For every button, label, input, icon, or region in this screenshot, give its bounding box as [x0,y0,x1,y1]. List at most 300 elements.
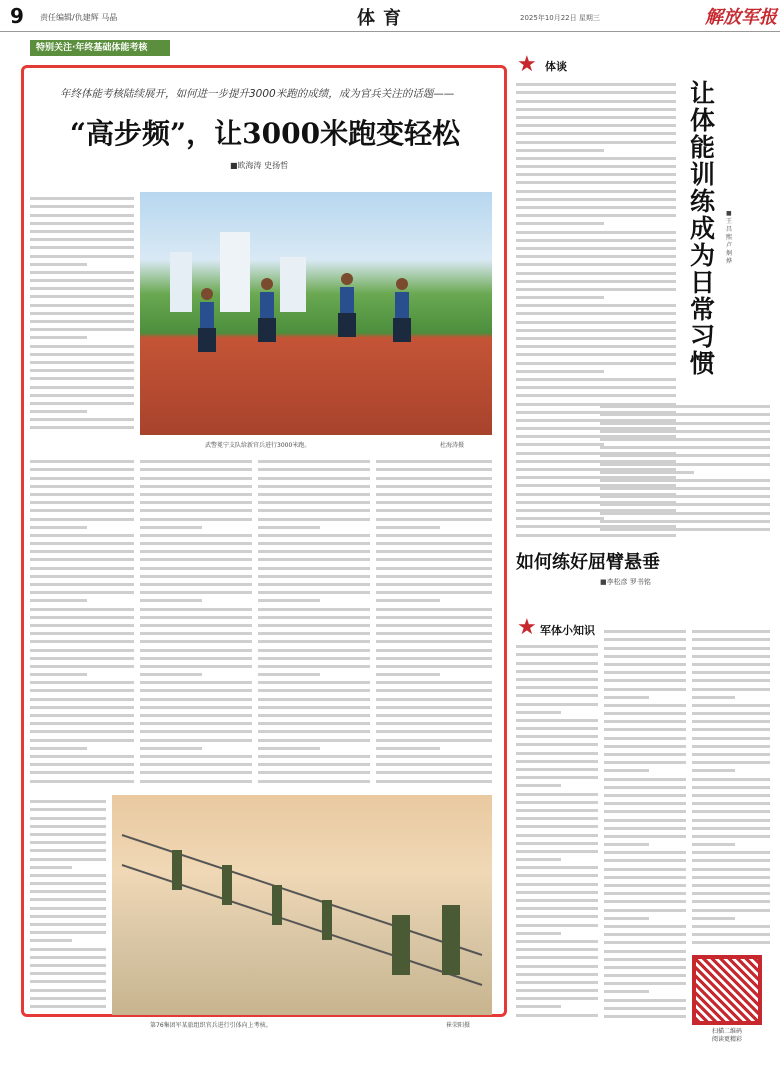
text-line [30,722,134,725]
text-line [140,657,252,660]
text-line [376,509,492,512]
text-line [140,706,252,709]
text-line [516,1014,598,1017]
text-line [30,410,87,413]
text-line [30,972,106,975]
text-line [516,874,598,877]
text-line [604,819,686,822]
text-line [140,509,252,512]
text-line [516,670,598,673]
text-line [516,678,598,681]
text-line [516,973,598,976]
text-line [30,608,134,611]
body-text-column [604,625,686,1020]
column-label-junshi: 军体小知识 [540,624,595,637]
text-line [376,755,492,758]
text-line [516,247,676,250]
text-line [516,353,676,356]
text-line [516,206,676,209]
photo-credit: 杜海涛摄 [440,442,465,449]
text-line [30,624,134,627]
text-line [376,665,492,668]
text-line [30,460,134,463]
text-line [30,369,134,372]
text-line [604,728,686,731]
text-line [516,116,676,119]
text-line [516,321,676,324]
text-line [604,974,686,977]
text-line [516,817,598,820]
text-line [692,884,770,887]
text-line [30,402,134,405]
text-line [30,825,106,828]
text-line [692,810,770,813]
pull-up-training-photo [112,795,492,1015]
text-line [30,771,134,774]
text-line [600,512,770,515]
text-line [604,1007,686,1010]
body-text-column [600,400,770,535]
text-line [604,843,649,846]
text-line [692,868,770,871]
text-line [604,696,649,699]
text-line [692,769,735,772]
text-line [516,842,598,845]
text-line [600,528,770,531]
text-line [516,760,598,763]
body-text-column [30,455,134,785]
text-line [604,720,686,723]
text-line [376,673,440,676]
text-line [604,794,686,797]
editor-credit: 责任编辑/仇建辉 马晶 [40,13,118,22]
newspaper-logo: 解放军报 [705,7,777,28]
text-line [604,900,686,903]
text-line [140,468,252,471]
text-line [692,851,770,854]
text-line [140,558,252,561]
text-line [376,599,440,602]
text-line [516,108,676,111]
text-line [30,915,106,918]
text-line [516,948,598,951]
text-line [140,526,202,529]
text-line [30,304,134,307]
text-line [600,495,770,498]
text-line [376,518,492,521]
text-line [604,761,686,764]
text-line [30,336,87,339]
text-line [30,583,134,586]
text-line [258,526,320,529]
text-line [140,616,252,619]
body-text-column [376,455,492,785]
text-line [604,647,686,650]
text-line [516,214,676,217]
text-line [516,132,676,135]
text-line [258,493,370,496]
opinion-byline: ■王昌熙 卢炯烨 [726,210,733,265]
text-line [30,640,134,643]
text-line [376,747,440,750]
text-line [600,405,770,408]
section-title: 体育 [357,8,409,29]
text-line [30,698,134,701]
text-line [258,632,370,635]
text-line [692,638,770,641]
text-line [604,688,686,691]
text-line [376,526,440,529]
text-line [516,825,598,828]
text-line [692,859,770,862]
text-line [140,632,252,635]
text-line [376,771,492,774]
text-line [30,980,106,983]
text-line [30,665,134,668]
text-line [604,876,686,879]
text-line [692,827,770,830]
text-line [258,665,370,668]
text-line [516,653,598,656]
text-line [516,719,598,722]
text-line [30,763,134,766]
text-line [516,858,561,861]
column-label-tiyan: 体谈 [545,60,567,73]
qr-caption: 扫描二维码 阅读更精彩 [711,1028,742,1043]
text-line [140,624,252,627]
text-line [692,728,770,731]
photo-credit: 崔荣阳摄 [446,1022,471,1029]
text-line [516,932,561,935]
text-line [516,198,676,201]
text-line [600,471,694,474]
text-line [516,231,676,234]
running-soldiers-illustration [140,192,492,435]
text-line [30,230,134,233]
text-line [516,149,604,152]
body-text-column [516,640,598,1020]
text-line [604,638,686,641]
text-line [30,353,134,356]
text-line [30,858,106,861]
text-line [30,238,134,241]
text-line [30,394,134,397]
qr-code[interactable] [692,955,762,1025]
text-line [516,866,598,869]
text-line [516,834,598,837]
text-line [376,468,492,471]
text-line [258,518,370,521]
text-line [140,730,252,733]
text-line [140,763,252,766]
text-line [30,468,134,471]
text-line [516,239,676,242]
text-line [604,859,686,862]
text-line [30,714,134,717]
text-line [604,737,686,740]
text-line [30,279,134,282]
text-line [30,689,134,692]
text-line [692,794,770,797]
text-line [30,345,134,348]
text-line [604,892,686,895]
text-line [258,681,370,684]
text-line [516,768,598,771]
text-line [516,915,598,918]
text-line [30,833,106,836]
text-line [140,755,252,758]
text-line [516,899,598,902]
text-line [604,810,686,813]
text-line [30,509,134,512]
text-line [140,501,252,504]
text-line [30,287,134,290]
text-line [258,771,370,774]
text-line [692,647,770,650]
text-line [376,493,492,496]
text-line [516,703,598,706]
text-line [376,501,492,504]
text-line [376,698,492,701]
text-line [604,966,686,969]
text-line [140,698,252,701]
text-line [30,739,134,742]
text-line [376,730,492,733]
text-line [140,534,252,537]
text-line [30,377,134,380]
text-line [516,165,676,168]
text-line [692,786,770,789]
text-line [600,463,770,466]
text-line [516,443,604,446]
body-text-column [30,192,134,432]
text-line [258,542,370,545]
text-line [30,673,87,676]
text-line [140,673,202,676]
text-line [692,876,770,879]
text-line [604,778,686,781]
text-line [516,345,676,348]
text-line [258,706,370,709]
text-line [516,727,598,730]
text-line [30,649,134,652]
text-line [30,214,134,217]
text-line [140,640,252,643]
text-line [692,843,735,846]
text-line [692,655,770,658]
text-line [376,567,492,570]
text-line [376,534,492,537]
star-icon: ★ [517,52,537,77]
text-line [30,747,87,750]
text-line [140,714,252,717]
text-line [516,296,604,299]
text-line [516,711,561,714]
text-line [516,776,598,779]
text-line [376,477,492,480]
text-line [692,819,770,822]
text-line [516,1005,561,1008]
text-line [140,567,252,570]
text-line [516,517,604,520]
text-line [516,370,604,373]
text-line [30,328,134,331]
text-line [600,438,770,441]
text-line [258,649,370,652]
text-line [376,542,492,545]
text-line [516,891,598,894]
text-line [600,430,770,433]
text-line [30,599,87,602]
text-line [376,632,492,635]
text-line [30,550,134,553]
text-line [516,940,598,943]
text-line [140,550,252,553]
text-line [258,755,370,758]
text-line [30,197,134,200]
text-line [692,909,770,912]
text-line [30,817,106,820]
text-line [516,694,598,697]
text-line [692,941,770,944]
text-line [30,657,134,660]
text-line [30,964,106,967]
text-line [30,632,134,635]
text-line [516,924,598,927]
text-line [30,866,72,869]
text-line [30,706,134,709]
text-line [604,958,686,961]
text-line [258,780,370,783]
text-line [692,720,770,723]
text-line [376,739,492,742]
photo-caption: 第76集团军某旅组织官兵进行引体向上考核。 [150,1022,272,1029]
text-line [258,608,370,611]
text-line [516,997,598,1000]
text-line [30,542,134,545]
text-line [258,575,370,578]
pull-up-bars-illustration [112,795,492,1015]
text-line [692,892,770,895]
text-line [604,827,686,830]
text-line [516,793,598,796]
text-line [600,446,770,449]
text-line [376,763,492,766]
text-line [604,1015,686,1018]
text-line [692,663,770,666]
text-line [604,999,686,1002]
text-line [30,898,106,901]
text-line [376,608,492,611]
text-line [692,712,770,715]
text-line [604,745,686,748]
text-line [30,534,134,537]
text-line [258,485,370,488]
text-line [692,835,770,838]
text-line [30,485,134,488]
text-line [140,681,252,684]
text-line [692,679,770,682]
text-line [258,558,370,561]
text-line [30,361,134,364]
text-line [604,704,686,707]
text-line [140,485,252,488]
text-line [692,753,770,756]
text-line [140,542,252,545]
text-line [516,124,676,127]
second-byline: ■李松彦 罗书铭 [600,578,651,586]
text-line [258,657,370,660]
text-line [516,181,676,184]
text-line [604,982,686,985]
text-line [600,503,770,506]
text-line [692,671,770,674]
text-line [30,518,134,521]
text-line [258,763,370,766]
text-line [692,630,770,633]
text-line [30,989,106,992]
text-line [516,91,676,94]
text-line [516,686,598,689]
text-line [516,981,598,984]
text-line [140,591,252,594]
text-line [516,100,676,103]
text-line [516,801,598,804]
text-line [516,272,676,275]
text-line [376,460,492,463]
article-headline: “高步频”，让3000米跑变轻松 [69,117,461,150]
text-line [258,673,320,676]
text-line [604,835,686,838]
text-line [692,900,770,903]
column-tag: 特别关注·年终基础体能考核 [30,40,170,56]
text-line [140,608,252,611]
text-line [376,714,492,717]
text-line [516,141,676,144]
text-line [30,255,134,258]
text-line [30,386,134,389]
text-line [516,386,676,389]
text-line [604,671,686,674]
text-line [30,907,106,910]
text-line [600,520,770,523]
text-line [692,737,770,740]
text-line [600,413,770,416]
text-line [516,337,676,340]
body-text-column [258,455,370,785]
text-line [30,730,134,733]
text-line [258,730,370,733]
text-line [30,246,134,249]
text-line [30,931,106,934]
text-line [376,640,492,643]
text-line [258,501,370,504]
text-line [516,989,598,992]
text-line [258,477,370,480]
text-line [692,778,770,781]
text-line [258,509,370,512]
text-line [140,780,252,783]
text-line [30,849,106,852]
text-line [604,769,649,772]
text-line [376,616,492,619]
text-line [600,487,770,490]
text-line [516,735,598,738]
text-line [516,304,676,307]
text-line [30,477,134,480]
text-line [516,280,676,283]
text-line [30,874,106,877]
